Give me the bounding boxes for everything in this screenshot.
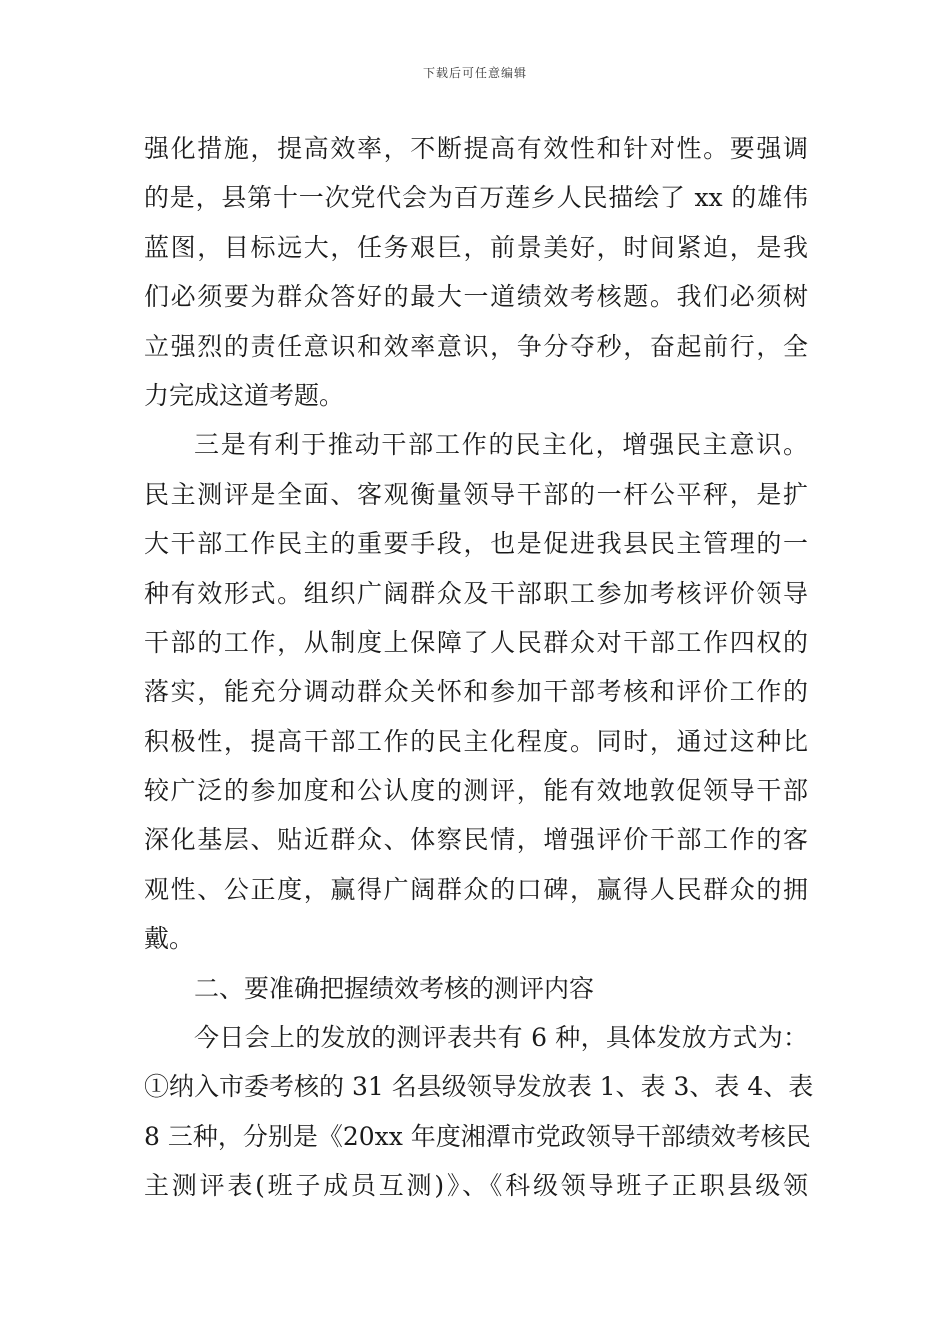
- page-header: 下载后可任意编辑: [422, 66, 527, 80]
- text-line: 民主测评是全面、客观衡量领导干部的一杆公平秤，是扩: [144, 479, 808, 509]
- text-line: 戴。: [144, 924, 195, 954]
- text-line: 观性、公正度，赢得广阔群众的口碑，赢得人民群众的拥: [144, 874, 808, 904]
- document-body: [144, 124, 814, 1211]
- text-line: 力完成这道考题。: [144, 380, 345, 410]
- text-line: 们必须要为群众答好的最大一道绩效考核题。我们必须树: [144, 282, 808, 312]
- text-line: 干部的工作，从制度上保障了人民群众对干部工作四权的: [144, 627, 808, 657]
- text-line: 二、要准确把握绩效考核的测评内容: [194, 973, 595, 1003]
- text-line: 蓝图，目标远大，任务艰巨，前景美好，时间紧迫，是我: [144, 232, 808, 262]
- text-line: 种有效形式。组织广阔群众及干部职工参加考核评价领导: [144, 578, 808, 608]
- text-line: 主测评表(班子成员互测)》、《科级领导班子正职县级领: [144, 1171, 808, 1201]
- text-line: 较广泛的参加度和公认度的测评，能有效地敦促领导干部: [144, 776, 808, 806]
- text-line: 立强烈的责任意识和效率意识，争分夺秒，奋起前行，全: [144, 331, 808, 361]
- text-line: 今日会上的发放的测评表共有 6 种，具体发放方式为：: [194, 1023, 808, 1053]
- text-line: 的是，县第十一次党代会为百万莲乡人民描绘了 xx 的雄伟: [144, 183, 808, 213]
- text-line: 三是有利于推动干部工作的民主化，增强民主意识。: [194, 430, 808, 460]
- text-line: ①纳入市委考核的 31 名县级领导发放表 1、表 3、表 4、表: [144, 1072, 814, 1102]
- text-line: 强化措施，提高效率，不断提高有效性和针对性。要强调: [144, 134, 808, 163]
- text-line: 积极性，提高干部工作的民主化程度。同时，通过这种比: [144, 726, 808, 756]
- text-line: 大干部工作民主的重要手段，也是促进我县民主管理的一: [144, 529, 808, 559]
- text-line: 深化基层、贴近群众、体察民情，增强评价干部工作的客: [144, 825, 808, 855]
- text-line: 落实，能充分调动群众关怀和参加干部考核和评价工作的: [144, 677, 808, 707]
- text-line: 8 三种，分别是《20xx 年度湘潭市党政领导干部绩效考核民: [144, 1121, 811, 1151]
